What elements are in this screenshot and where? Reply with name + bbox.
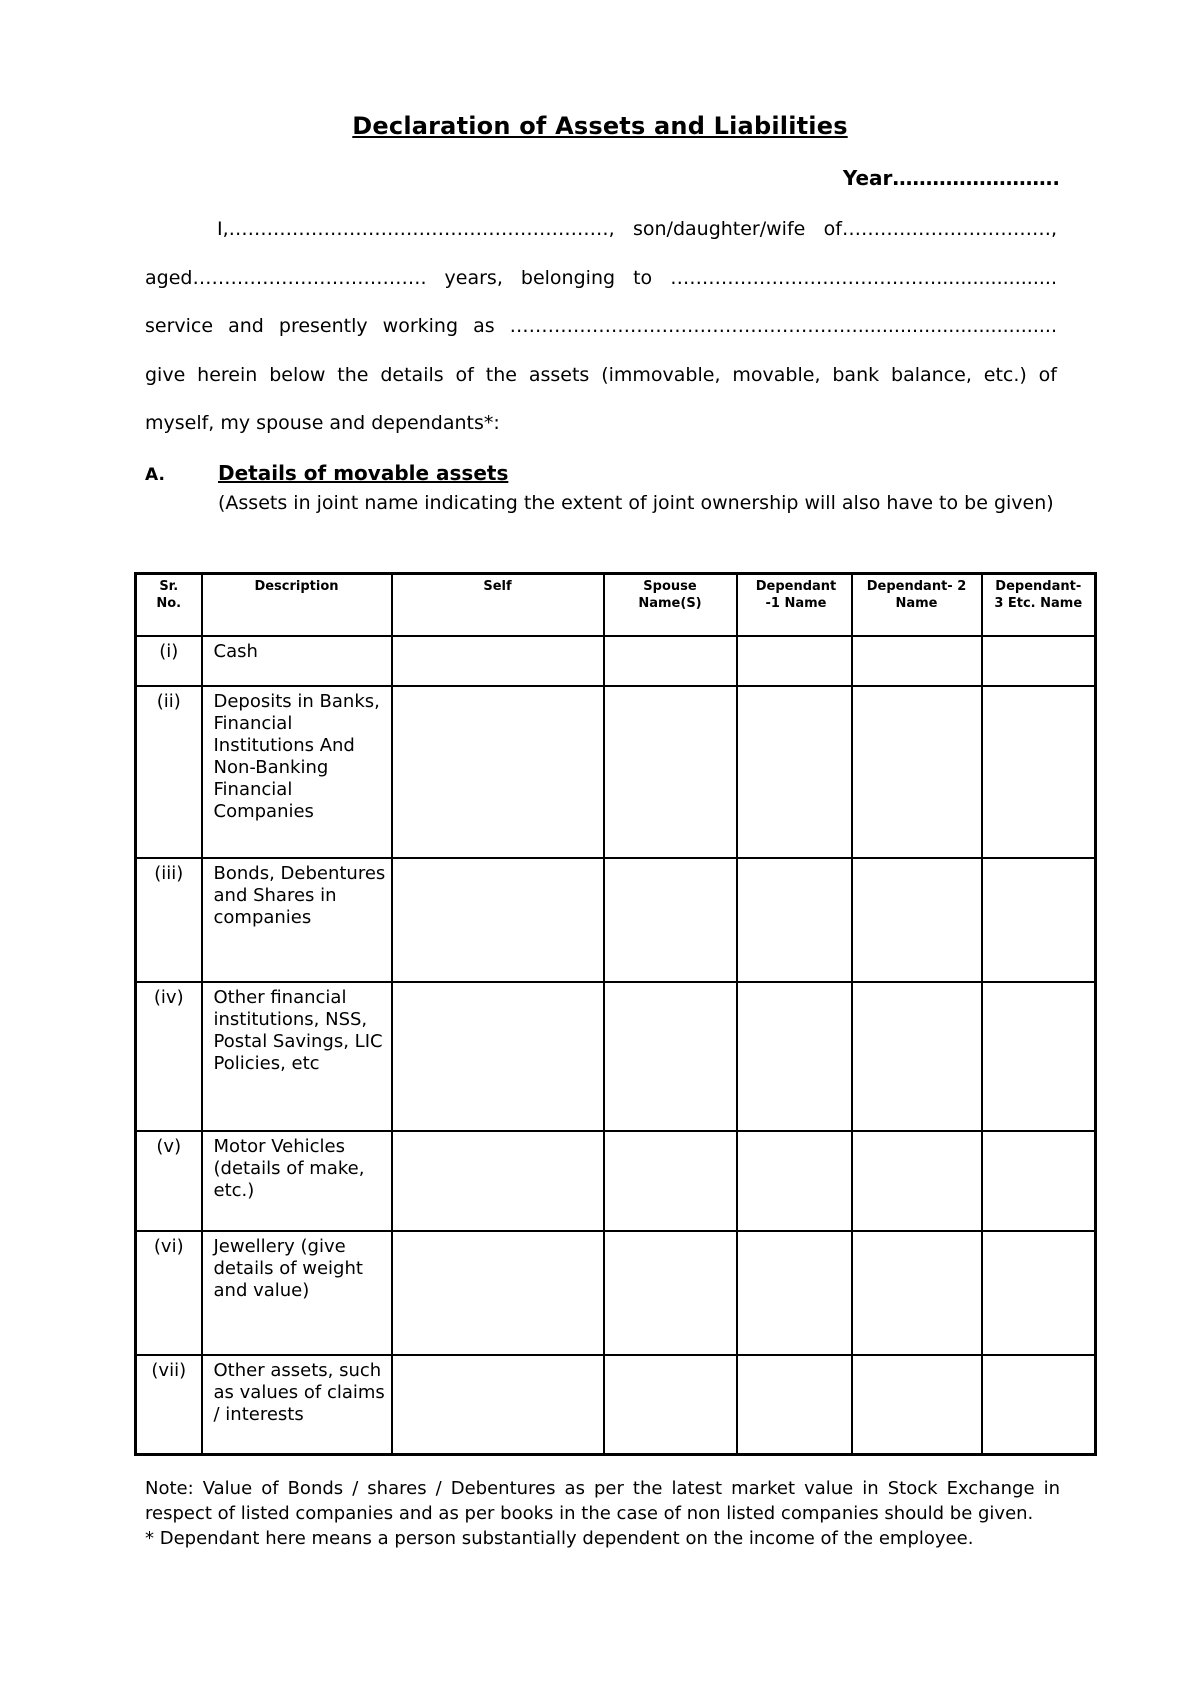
intro-line-assets: give herein below the details of the assets (immovable, movable, bank balance, etc.) of [145,364,1057,386]
section-note-text: (Assets in joint name indicating the extent of joint ownership will also have to be given) [218,492,1054,514]
row-description: Jewellery (give details of weight and value) [202,1231,392,1355]
header-dependant-3: Dependant-3 Etc. Name [982,574,1096,637]
cell-dependant-1[interactable] [737,982,852,1131]
cell-spouse[interactable] [604,1231,737,1355]
cell-dependant-2[interactable] [852,686,982,858]
cell-dependant-3[interactable] [982,686,1096,858]
cell-spouse[interactable] [604,636,737,686]
intro-line-service: service and presently working as ……………………………………………….................................. [145,315,1057,337]
section-a-note [145,490,1057,516]
header-self: Self [392,574,604,637]
cell-self[interactable] [392,1131,604,1231]
cell-dependant-1[interactable] [737,686,852,858]
row-description: Other financial institutions, NSS, Postal Savings, LIC Policies, etc [202,982,392,1131]
year-field: Year……………………. [842,166,1060,190]
header-dependant-1: Dependant-1 Name [737,574,852,637]
cell-dependant-3[interactable] [982,1131,1096,1231]
intro-line-name: I,……………………………………………………, son/daughter/wife of……………………………, [217,218,1057,240]
row-description: Deposits in Banks, Financial Institutions And Non-Banking Financial Companies [202,686,392,858]
cell-spouse[interactable] [604,686,737,858]
row-description: Bonds, Debentures and Shares in companies [202,858,392,982]
table-row [136,982,1096,1131]
cell-self[interactable] [392,858,604,982]
section-a-header [145,461,508,485]
cell-spouse[interactable] [604,858,737,982]
note-market-value: Note: Value of Bonds / shares / Debentures as per the latest market value in Stock Exchange in respect of listed companies and as per books in the case of non listed companies should be given. [145,1478,1060,1524]
cell-dependant-1[interactable] [737,636,852,686]
table-row [136,1231,1096,1355]
table-header-row [136,574,1096,637]
cell-dependant-3[interactable] [982,1355,1096,1454]
row-description: Cash [202,636,392,686]
cell-dependant-2[interactable] [852,1231,982,1355]
section-heading: Details of movable assets [218,461,509,485]
cell-dependant-1[interactable] [737,858,852,982]
table-row [136,1355,1096,1454]
header-description: Description [202,574,392,637]
cell-dependant-2[interactable] [852,636,982,686]
table-row [136,858,1096,982]
header-sr-no: Sr. No. [136,574,202,637]
table-row [136,636,1096,686]
cell-dependant-3[interactable] [982,636,1096,686]
cell-dependant-1[interactable] [737,1355,852,1454]
cell-dependant-2[interactable] [852,982,982,1131]
cell-self[interactable] [392,1355,604,1454]
row-sr: (iii) [136,858,202,982]
cell-dependant-3[interactable] [982,1231,1096,1355]
table-row [136,686,1096,858]
document-title: Declaration of Assets and Liabilities [352,112,848,140]
row-sr: (iv) [136,982,202,1131]
cell-self[interactable] [392,1231,604,1355]
cell-spouse[interactable] [604,1355,737,1454]
cell-self[interactable] [392,982,604,1131]
row-sr: (vi) [136,1231,202,1355]
cell-spouse[interactable] [604,982,737,1131]
cell-dependant-2[interactable] [852,1131,982,1231]
row-sr: (v) [136,1131,202,1231]
movable-assets-table [134,572,1097,1456]
cell-self[interactable] [392,686,604,858]
row-sr: (vii) [136,1355,202,1454]
cell-dependant-1[interactable] [737,1231,852,1355]
note-dependant-definition: * Dependant here means a person substantially dependent on the income of the employee. [145,1528,974,1549]
cell-dependant-3[interactable] [982,982,1096,1131]
footnotes [145,1476,1060,1551]
cell-self[interactable] [392,636,604,686]
header-spouse: Spouse Name(S) [604,574,737,637]
table-row [136,1131,1096,1231]
intro-line-age: aged………………………………. years, belonging to …………………………………….................... [145,267,1057,289]
row-description: Other assets, such as values of claims / interests [202,1355,392,1454]
cell-dependant-1[interactable] [737,1131,852,1231]
cell-spouse[interactable] [604,1131,737,1231]
intro-line-dependants: myself, my spouse and dependants*: [145,412,500,434]
section-letter: A. [145,465,165,485]
cell-dependant-3[interactable] [982,858,1096,982]
row-sr: (ii) [136,686,202,858]
header-dependant-2: Dependant- 2 Name [852,574,982,637]
cell-dependant-2[interactable] [852,1355,982,1454]
row-sr: (i) [136,636,202,686]
cell-dependant-2[interactable] [852,858,982,982]
row-description: Motor Vehicles (details of make, etc.) [202,1131,392,1231]
